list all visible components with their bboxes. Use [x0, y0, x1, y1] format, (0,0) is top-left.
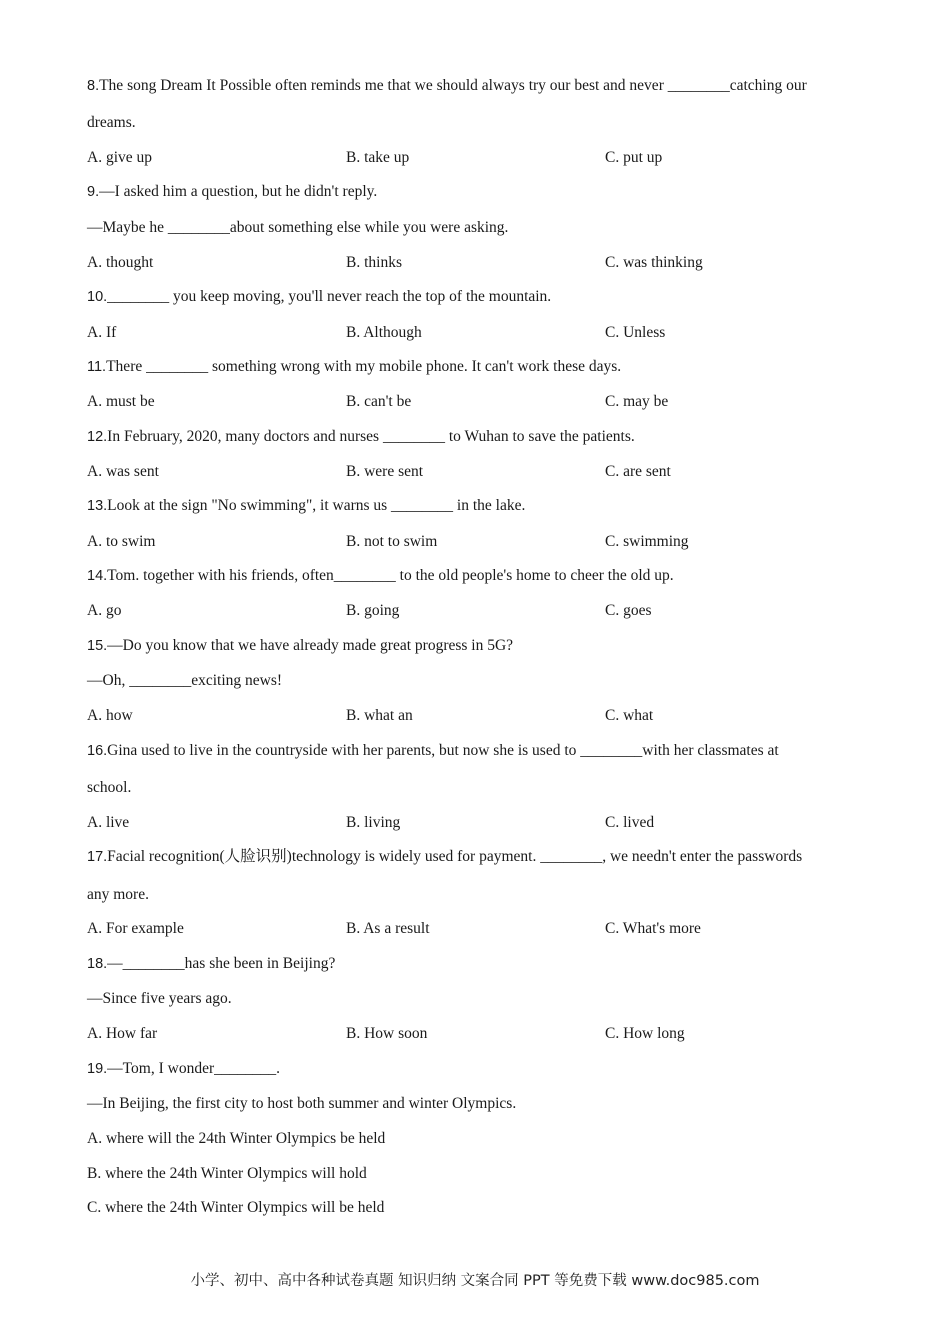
question-17-stem-cont: any more. [87, 886, 149, 903]
question-10-stem [87, 287, 551, 307]
option-a: A. go [87, 602, 122, 619]
question-text: Gina used to live in the countryside with her parents, but now she is used to ________with her classmates at [107, 742, 779, 759]
option-a: A. how [87, 707, 133, 724]
question-text: Facial recognition(人脸识别)technology is widely used for payment. ________, we needn't enter the passwords [107, 848, 803, 865]
option-b: B. How soon [346, 1025, 428, 1042]
question-text: Look at the sign "No swimming", it warns us ________ in the lake. [107, 497, 526, 514]
question-19-stem [87, 1059, 280, 1079]
question-8-stem-cont: dreams. [87, 114, 136, 131]
page-footer: 小学、初中、高中各种试卷真题 知识归纳 文案合同 PPT 等免费下载 www.doc985.com [190, 1273, 760, 1289]
question-number: 15. [87, 638, 108, 654]
option-a: A. to swim [87, 533, 156, 550]
option-b: B. can't be [346, 393, 412, 410]
option-a: A. thought [87, 254, 154, 271]
option-a: A. where will the 24th Winter Olympics be held [87, 1130, 386, 1147]
question-number: 18. [87, 956, 108, 972]
question-16-stem [87, 741, 779, 761]
option-b: B. not to swim [346, 533, 438, 550]
question-9-stem-cont: —Maybe he ________about something else while you were asking. [87, 219, 509, 236]
option-c: C. How long [605, 1025, 685, 1042]
question-text: ________ you keep moving, you'll never reach the top of the mountain. [107, 288, 552, 305]
question-text: In February, 2020, many doctors and nurses ________ to Wuhan to save the patients. [107, 428, 635, 445]
question-number: 19. [87, 1061, 108, 1077]
option-c: C. are sent [605, 463, 671, 480]
option-b: B. what an [346, 707, 413, 724]
option-a: A. live [87, 814, 130, 831]
question-18-stem-cont: —Since five years ago. [87, 990, 232, 1007]
question-11-stem [87, 357, 621, 377]
question-15-stem [87, 636, 513, 656]
question-text: There ________ something wrong with my mobile phone. It can't work these days. [106, 358, 622, 375]
option-b: B. living [346, 814, 401, 831]
question-9-stem [87, 182, 377, 202]
option-b: B. where the 24th Winter Olympics will hold [87, 1165, 367, 1182]
option-c: C. what [605, 707, 654, 724]
question-number: 14. [87, 568, 108, 584]
option-b: B. were sent [346, 463, 424, 480]
question-number: 9. [87, 184, 100, 200]
option-a: A. How far [87, 1025, 158, 1042]
question-text: Tom. together with his friends, often________ to the old people's home to cheer the old up. [107, 567, 674, 584]
question-19-stem-cont: —In Beijing, the first city to host both summer and winter Olympics. [87, 1095, 517, 1112]
question-18-stem [87, 954, 335, 974]
question-number: 10. [87, 289, 108, 305]
option-c: C. may be [605, 393, 669, 410]
option-a: A. must be [87, 393, 155, 410]
question-number: 13. [87, 498, 108, 514]
option-a: A. If [87, 324, 117, 341]
option-c: C. put up [605, 149, 663, 166]
option-c: C. Unless [605, 324, 666, 341]
question-number: 8. [87, 78, 100, 94]
option-a: A. give up [87, 149, 153, 166]
option-b: B. As a result [346, 920, 430, 937]
question-15-stem-cont: —Oh, ________exciting news! [87, 672, 283, 689]
option-c: C. What's more [605, 920, 701, 937]
question-number: 12. [87, 429, 108, 445]
option-c: C. where the 24th Winter Olympics will be held [87, 1199, 385, 1216]
question-number: 16. [87, 743, 108, 759]
option-b: B. going [346, 602, 400, 619]
option-c: C. swimming [605, 533, 689, 550]
option-c: C. was thinking [605, 254, 703, 271]
option-b: B. Although [346, 324, 422, 341]
question-17-stem [87, 847, 802, 867]
question-text: —Tom, I wonder________. [107, 1060, 281, 1077]
question-12-stem [87, 427, 635, 447]
question-number: 11. [87, 359, 107, 375]
question-13-stem [87, 496, 525, 516]
option-b: B. take up [346, 149, 410, 166]
option-a: A. For example [87, 920, 184, 937]
option-a: A. was sent [87, 463, 159, 480]
question-text: The song Dream It Possible often reminds me that we should always try our best and never ________catching our [99, 77, 807, 94]
question-text: —Do you know that we have already made great progress in 5G? [107, 637, 514, 654]
question-8-stem [87, 76, 807, 96]
question-text: —________has she been in Beijing? [107, 955, 336, 972]
question-16-stem-cont: school. [87, 779, 132, 796]
question-number: 17. [87, 849, 108, 865]
option-c: C. goes [605, 602, 652, 619]
question-text: —I asked him a question, but he didn't reply. [99, 183, 378, 200]
option-c: C. lived [605, 814, 655, 831]
question-14-stem [87, 566, 674, 586]
option-b: B. thinks [346, 254, 402, 271]
